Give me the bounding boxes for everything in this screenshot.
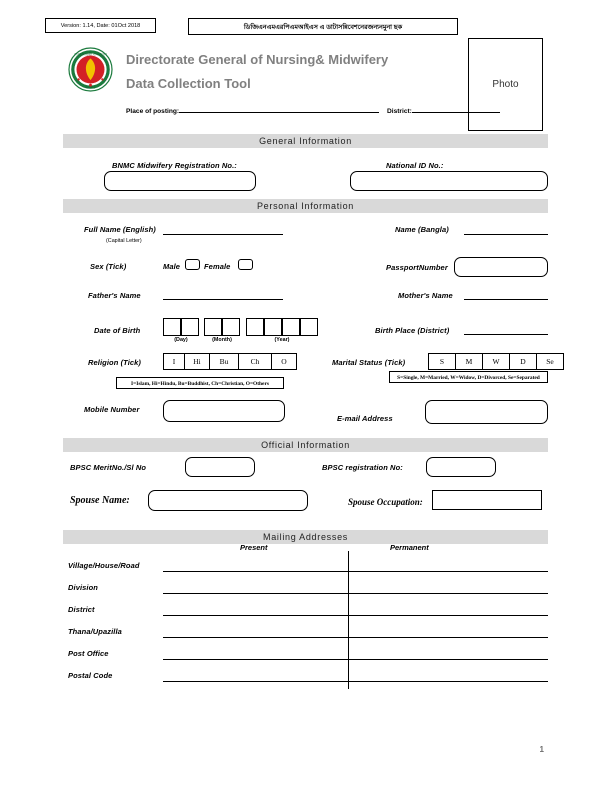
mailing-permanent-post-office[interactable] <box>348 659 548 660</box>
bnmc-registration-label: BNMC Midwifery Registration No.: <box>112 161 237 170</box>
table-row <box>429 354 564 370</box>
fathers-name-label: Father's Name <box>88 291 141 300</box>
marital-cell-widow[interactable]: W <box>483 354 510 370</box>
bpsc-registration-no-input[interactable] <box>426 457 496 477</box>
bpsc-registration-no-label: BPSC registration No: <box>322 463 403 472</box>
marital-cell-married[interactable]: M <box>456 354 483 370</box>
religion-cell-islam[interactable]: I <box>164 354 185 370</box>
dob-month-box-1[interactable] <box>204 318 222 336</box>
section-header-mailing: Mailing Addresses <box>63 530 548 544</box>
sex-female-checkbox[interactable] <box>238 259 253 270</box>
mailing-column-present: Present <box>240 543 268 552</box>
name-bangla-label: Name (Bangla) <box>395 225 449 234</box>
mailing-row-label-post-office: Post Office <box>68 649 109 658</box>
dob-day-box-1[interactable] <box>163 318 181 336</box>
mailing-permanent-postal-code[interactable] <box>348 681 548 682</box>
passport-number-input[interactable] <box>454 257 548 277</box>
mailing-row-label-village: Village/House/Road <box>68 561 140 570</box>
religion-cell-others[interactable]: O <box>272 354 297 370</box>
mailing-present-postal-code[interactable] <box>163 681 348 682</box>
mothers-name-input[interactable] <box>464 299 548 300</box>
mailing-permanent-thana[interactable] <box>348 637 548 638</box>
bnmc-registration-input[interactable] <box>104 171 256 191</box>
spouse-name-input[interactable] <box>148 490 308 511</box>
birth-place-input[interactable] <box>464 334 548 335</box>
mailing-present-village[interactable] <box>163 571 348 572</box>
mailing-present-thana[interactable] <box>163 637 348 638</box>
religion-cell-christian[interactable]: Ch <box>239 354 272 370</box>
place-of-posting-label: Place of posting: <box>126 108 180 115</box>
religion-label: Religion (Tick) <box>88 358 142 367</box>
spouse-name-label: Spouse Name: <box>70 495 130 506</box>
dob-day-caption: (Day) <box>174 337 188 343</box>
religion-cell-hindu[interactable]: Hi <box>185 354 210 370</box>
section-header-official: Official Information <box>63 438 548 452</box>
mailing-present-post-office[interactable] <box>163 659 348 660</box>
birth-place-label: Birth Place (District) <box>375 326 450 335</box>
marital-cell-separated[interactable]: Se <box>537 354 564 370</box>
page-title-line2: Data Collection Tool <box>126 76 251 91</box>
fathers-name-input[interactable] <box>163 299 283 300</box>
mailing-permanent-village[interactable] <box>348 571 548 572</box>
sex-label: Sex (Tick) <box>90 262 127 271</box>
mailing-column-permanent: Permanent <box>390 543 429 552</box>
email-address-label: E-mail Address <box>337 414 393 423</box>
sex-female-label: Female <box>204 262 231 271</box>
spouse-occupation-label: Spouse Occupation: <box>348 497 423 507</box>
page-number: 1 <box>539 745 544 754</box>
photo-label: Photo <box>492 79 519 90</box>
page-title-line1: Directorate General of Nursing& Midwifery <box>126 52 389 67</box>
mothers-name-label: Mother's Name <box>398 291 453 300</box>
dob-year-box-4[interactable] <box>300 318 318 336</box>
mailing-row-label-postal-code: Postal Code <box>68 671 113 680</box>
national-id-input[interactable] <box>350 171 548 191</box>
dob-year-box-3[interactable] <box>282 318 300 336</box>
mailing-present-division[interactable] <box>163 593 348 594</box>
mobile-number-input[interactable] <box>163 400 285 422</box>
district-label: District: <box>386 108 412 115</box>
photo-placeholder[interactable] <box>468 38 543 131</box>
full-name-label: Full Name (English) <box>84 225 156 234</box>
svg-text:গণপ্রজাতন্ত্রী বাংলাদেশ: গণপ্রজাতন্ত্রী বাংলাদেশ <box>74 52 107 57</box>
religion-legend: I=Islam, Hi=Hindu, Bu=Buddhist, Ch=Christian, O=Others <box>116 377 284 389</box>
religion-cell-buddhist[interactable]: Bu <box>210 354 239 370</box>
mailing-permanent-division[interactable] <box>348 593 548 594</box>
table-row <box>164 354 297 370</box>
mailing-row-label-thana: Thana/Upazilla <box>68 627 122 636</box>
dob-year-caption: (Year) <box>274 337 290 343</box>
marital-status-legend: S=Single, M=Married, W=Widow, D=Divorced, Se=Separated <box>389 371 548 383</box>
dob-month-box-2[interactable] <box>222 318 240 336</box>
mobile-number-label: Mobile Number <box>84 405 140 414</box>
section-header-general: General Information <box>63 134 548 148</box>
svg-text:সরকার: সরকার <box>85 85 96 90</box>
spouse-occupation-input[interactable] <box>432 490 542 510</box>
mailing-present-district[interactable] <box>163 615 348 616</box>
dob-month-caption: (Month) <box>212 337 232 343</box>
bangladesh-govt-emblem-icon <box>68 47 113 92</box>
marital-status-tick-table[interactable] <box>428 353 564 370</box>
sex-male-label: Male <box>163 262 181 271</box>
version-box: Version: 1.14, Date: 01Oct 2018 <box>45 18 156 33</box>
section-header-personal: Personal Information <box>63 199 548 213</box>
district-input[interactable] <box>412 112 500 113</box>
mailing-row-label-district: District <box>68 605 95 614</box>
name-bangla-input[interactable] <box>464 234 548 235</box>
mailing-permanent-district[interactable] <box>348 615 548 616</box>
religion-tick-table[interactable] <box>163 353 297 370</box>
marital-cell-divorced[interactable]: D <box>510 354 537 370</box>
sex-male-checkbox[interactable] <box>185 259 200 270</box>
marital-cell-single[interactable]: S <box>429 354 456 370</box>
place-of-posting-input[interactable] <box>179 112 379 113</box>
date-of-birth-label: Date of Birth <box>94 326 141 335</box>
national-id-label: National ID No.: <box>386 161 444 170</box>
mailing-row-label-division: Division <box>68 583 98 592</box>
dob-year-box-2[interactable] <box>264 318 282 336</box>
dob-year-box-1[interactable] <box>246 318 264 336</box>
posting-line <box>126 108 500 115</box>
marital-status-label: Marital Status (Tick) <box>332 358 406 367</box>
full-name-sublabel: (Capital Letter) <box>106 238 142 244</box>
bpsc-merit-no-input[interactable] <box>185 457 255 477</box>
full-name-input[interactable] <box>163 234 283 235</box>
bpsc-merit-no-label: BPSC MeritNo./Sl No <box>70 463 147 472</box>
email-address-input[interactable] <box>425 400 548 424</box>
passport-number-label: PassportNumber <box>386 263 448 272</box>
bangla-note-box: ডিজিএনএমএরপিএমআইএস এ ডাটাসন্নিবেশনেরজন্যনমুনা ছক <box>188 18 458 35</box>
dob-day-box-2[interactable] <box>181 318 199 336</box>
